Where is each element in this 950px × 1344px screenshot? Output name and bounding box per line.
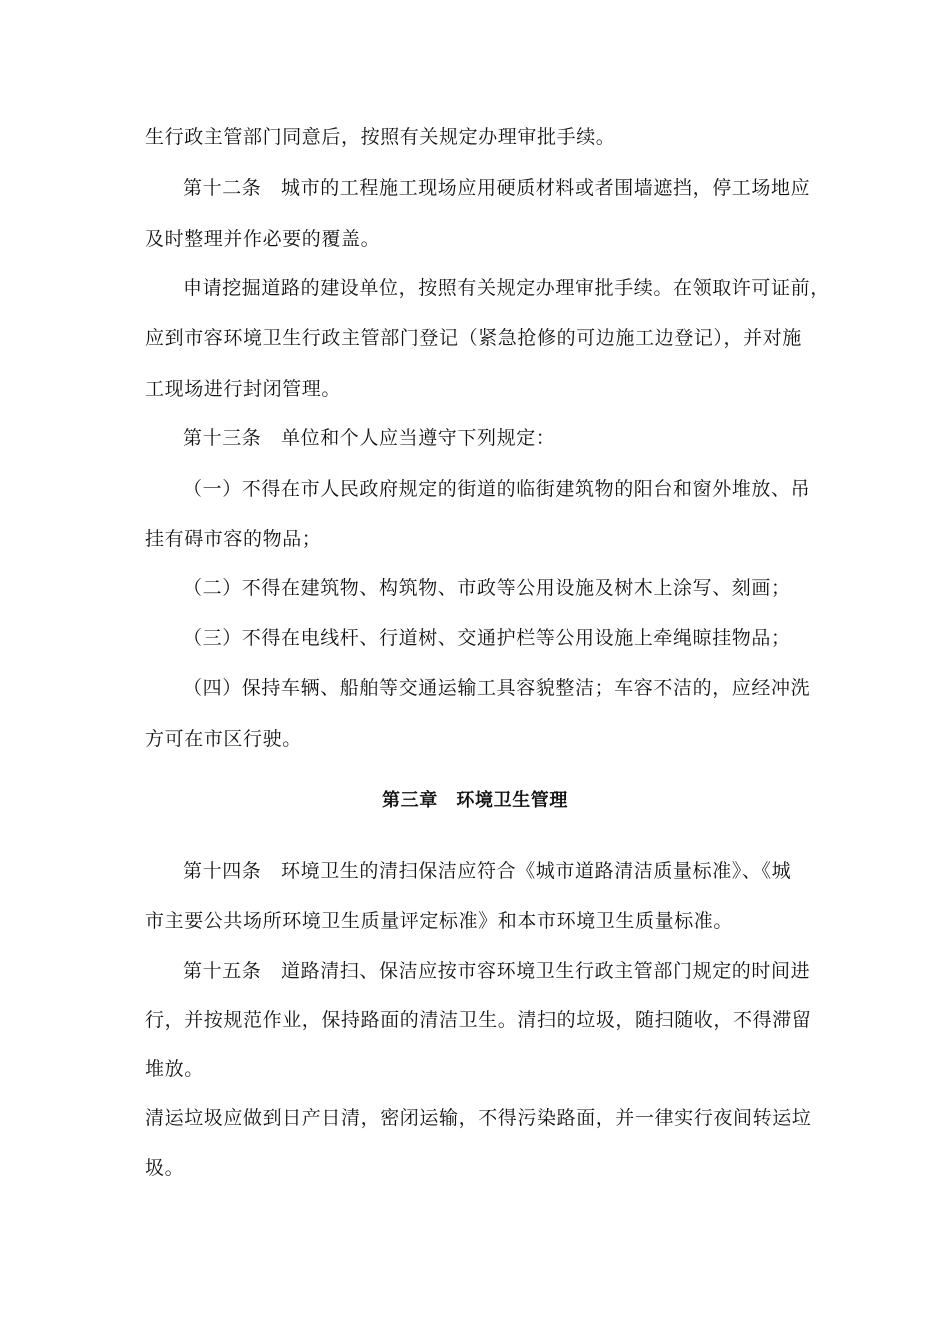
text-line: 生行政主管部门同意后，按照有关规定办理审批手续。 [145, 126, 616, 148]
article-14-line-2: 市主要公共场所环境卫生质量评定标准》和本市环境卫生质量标准。 [145, 910, 734, 932]
chapter-heading: 第三章 环境卫生管理 [382, 790, 568, 811]
paragraph-line: 清运垃圾应做到日产日清，密闭运输，不得污染路面，并一律实行夜间转运垃 [145, 1107, 812, 1129]
list-item-1-line-2: 挂有碍市容的物品； [145, 528, 322, 550]
paragraph-line: 工现场进行封闭管理。 [145, 378, 342, 400]
article-14-line-1: 第十四条 环境卫生的清扫保洁应符合《城市道路清洁质量标准》、《城 [183, 860, 792, 882]
article-15-line-2: 行，并按规范作业，保持路面的清洁卫生。清扫的垃圾，随扫随收，不得滞留 [145, 1009, 812, 1031]
list-item-4-line-1: （四）保持车辆、船舶等交通运输工具容貌整洁；车容不洁的，应经冲洗 [183, 677, 811, 699]
paragraph-line: 圾。 [145, 1157, 185, 1179]
article-12-line-2: 及时整理并作必要的覆盖。 [145, 228, 381, 250]
article-13-line: 第十三条 单位和个人应当遵守下列规定： [183, 427, 556, 449]
article-15-line-1: 第十五条 道路清扫、保洁应按市容环境卫生行政主管部门规定的时间进 [183, 960, 811, 982]
paragraph-line: 申请挖掘道路的建设单位，按照有关规定办理审批手续。在领取许可证前， [183, 277, 830, 299]
list-item-2-line: （二）不得在建筑物、构筑物、市政等公用设施及树木上涂写、刻画； [183, 577, 791, 599]
article-12-line-1: 第十二条 城市的工程施工现场应用硬质材料或者围墙遮挡，停工场地应 [183, 177, 811, 199]
list-item-3-line: （三）不得在电线杆、行道树、交通护栏等公用设施上牵绳晾挂物品； [183, 627, 791, 649]
article-15-line-3: 堆放。 [145, 1058, 204, 1080]
list-item-4-line-2: 方可在市区行驶。 [145, 728, 302, 750]
list-item-1-line-1: （一）不得在市人民政府规定的街道的临街建筑物的阳台和窗外堆放、吊 [183, 478, 811, 500]
paragraph-line: 应到市容环境卫生行政主管部门登记（紧急抢修的可边施工边登记），并对施 [145, 327, 802, 349]
